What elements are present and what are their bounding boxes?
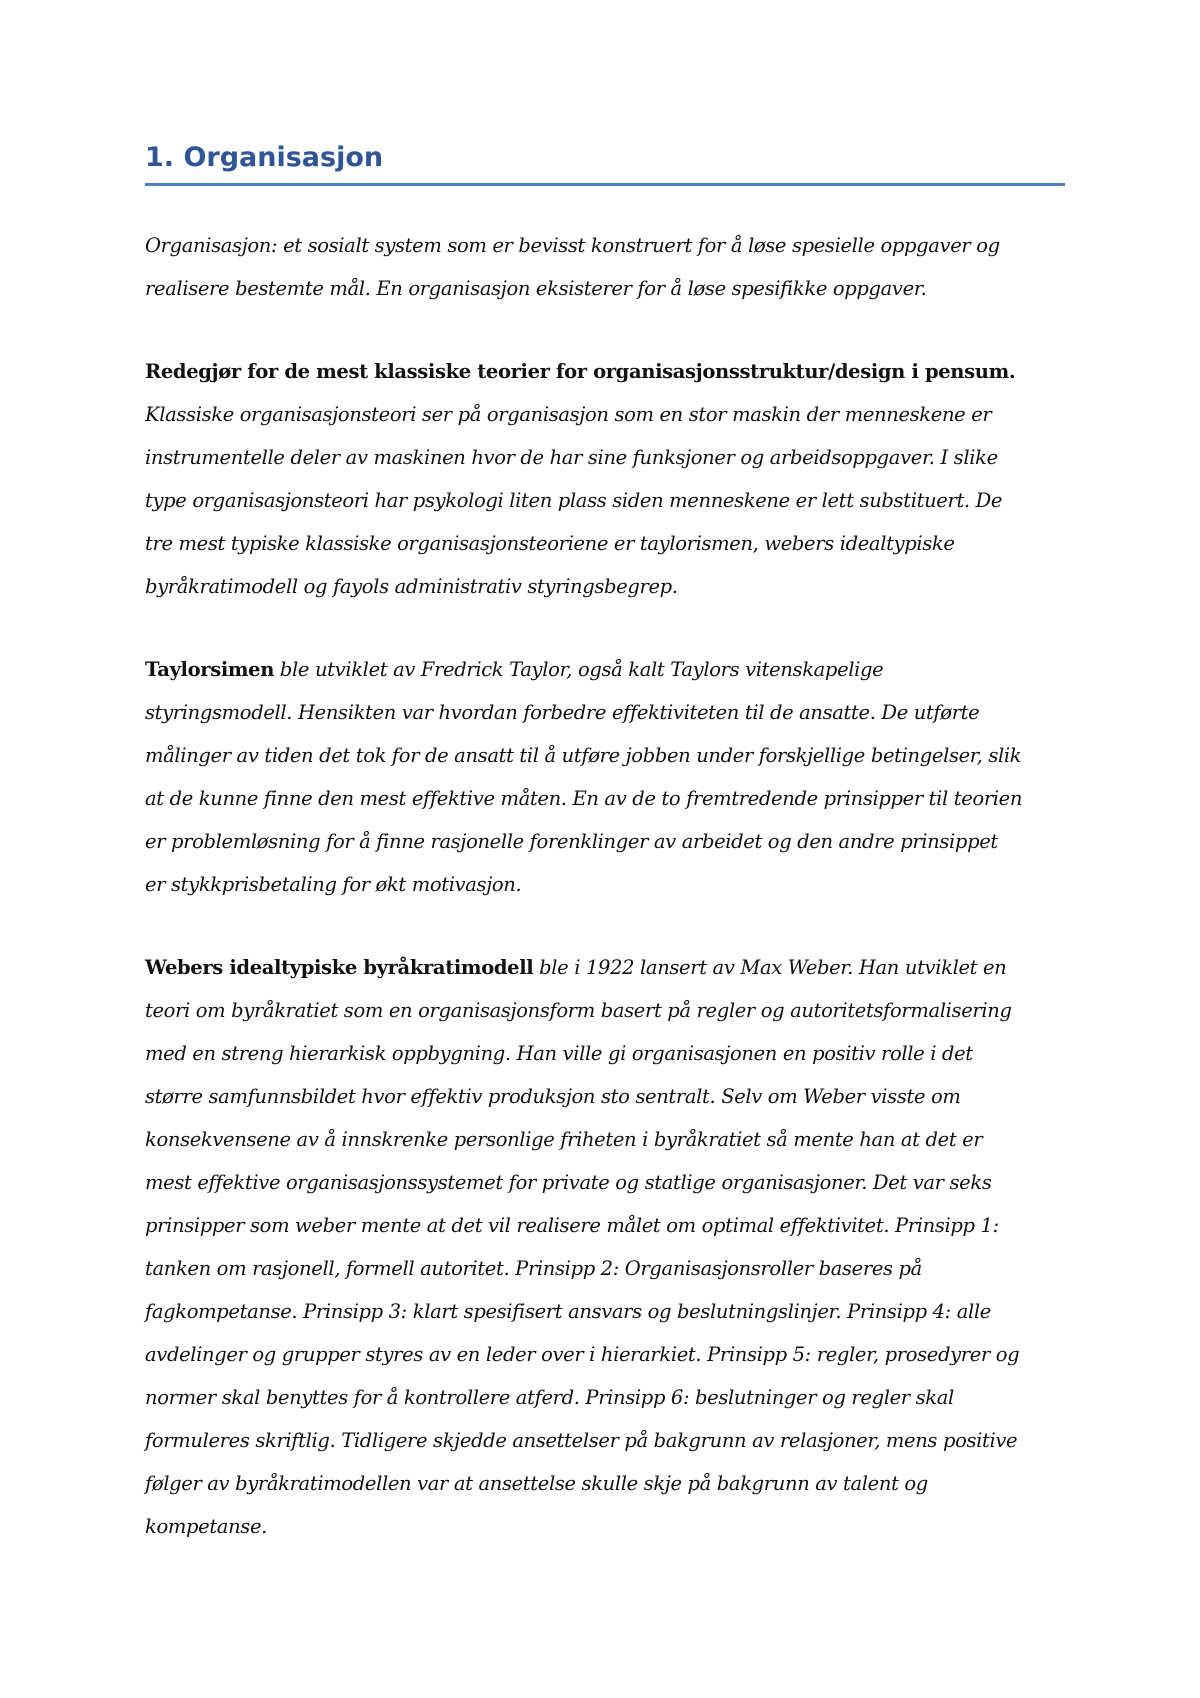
paragraph-line: at de kunne finne den mest effektive måten. En av de to fremtredende prinsipper til teorien xyxy=(145,787,1023,811)
weber-first-line: ble i 1922 lansert av Max Weber. Han utviklet en xyxy=(533,956,1007,980)
paragraph-line: fagkompetanse. Prinsipp 3: klart spesifisert ansvars og beslutningslinjer. Prinsipp 4: alle xyxy=(145,1300,991,1324)
paragraph-line: instrumentelle deler av maskinen hvor de har sine funksjoner og arbeidsoppgaver. I slike xyxy=(145,446,998,470)
paragraph-line: Organisasjon: et sosialt system som er bevisst konstruert for å løse spesielle oppgaver og xyxy=(145,234,1000,258)
paragraph-line: følger av byråkratimodellen var at ansettelse skulle skje på bakgrunn av talent og xyxy=(145,1472,928,1496)
weber-term: Webers idealtypiske byråkratimodell xyxy=(145,956,534,980)
paragraph-line: type organisasjonsteori har psykologi liten plass siden menneskene er lett substituert. De xyxy=(145,489,1003,513)
paragraph-line: normer skal benyttes for å kontrollere atferd. Prinsipp 6: beslutninger og regler skal xyxy=(145,1386,954,1410)
paragraph-line: formuleres skriftlig. Tidligere skjedde ansettelser på bakgrunn av relasjoner, mens positive xyxy=(145,1429,1018,1453)
page-content xyxy=(145,140,1065,1548)
paragraph-line: større samfunnsbildet hvor effektiv produksjon sto sentralt. Selv om Weber visste om xyxy=(145,1085,961,1109)
paragraph-line: er stykkprisbetaling for økt motivasjon. xyxy=(145,873,522,897)
paragraph-line: realisere bestemte mål. En organisasjon eksisterer for å løse spesifikke oppgaver. xyxy=(145,277,927,301)
paragraph-line: med en streng hierarkisk oppbygning. Han ville gi organisasjonen en positiv rolle i det xyxy=(145,1042,973,1066)
paragraph-line: kompetanse. xyxy=(145,1515,267,1539)
paragraph-line: tanken om rasjonell, formell autoritet. Prinsipp 2: Organisasjonsroller baseres på xyxy=(145,1257,922,1281)
paragraph-line: målinger av tiden det tok for de ansatt til å utføre jobben under forskjellige betingelser, slik xyxy=(145,744,1022,768)
paragraph-line: avdelinger og grupper styres av en leder over i hierarkiet. Prinsipp 5: regler, prosedyrer og xyxy=(145,1343,1020,1367)
section-heading: 1. Organisasjon xyxy=(145,140,1065,186)
definition-paragraph xyxy=(145,224,1065,310)
paragraph-line: styringsmodell. Hensikten var hvordan forbedre effektiviteten til de ansatte. De utførte xyxy=(145,701,980,725)
paragraph-line: tre mest typiske klassiske organisasjonsteoriene er taylorismen, webers idealtypiske xyxy=(145,532,955,556)
taylor-first-line: ble utviklet av Fredrick Taylor, også kalt Taylors vitenskapelige xyxy=(274,658,884,682)
paragraph-line: byråkratimodell og fayols administrativ styringsbegrep. xyxy=(145,575,678,599)
paragraph-line xyxy=(145,946,1065,989)
taylor-paragraph xyxy=(145,648,1065,906)
paragraph-line: teori om byråkratiet som en organisasjonsform basert på regler og autoritetsformalisering xyxy=(145,999,1012,1023)
paragraph-line xyxy=(145,648,1065,691)
paragraph-line: er problemløsning for å finne rasjonelle forenklinger av arbeidet og den andre prinsippet xyxy=(145,830,998,854)
paragraph-line: Klassiske organisasjonsteori ser på organisasjon som en stor maskin der menneskene er xyxy=(145,403,992,427)
paragraph-line: konsekvensene av å innskrenke personlige friheten i byråkratiet så mente han at det er xyxy=(145,1128,983,1152)
taylor-term: Taylorsimen xyxy=(145,658,275,682)
paragraph-line: prinsipper som weber mente at det vil realisere målet om optimal effektivitet. Prinsipp 1: xyxy=(145,1214,999,1238)
paragraph-line: mest effektive organisasjonssystemet for private og statlige organisasjoner. Det var seks xyxy=(145,1171,992,1195)
weber-paragraph xyxy=(145,946,1065,1548)
question-title: Redegjør for de mest klassiske teorier for organisasjonsstruktur/design i pensum. xyxy=(145,360,1016,384)
question-paragraph xyxy=(145,350,1065,608)
